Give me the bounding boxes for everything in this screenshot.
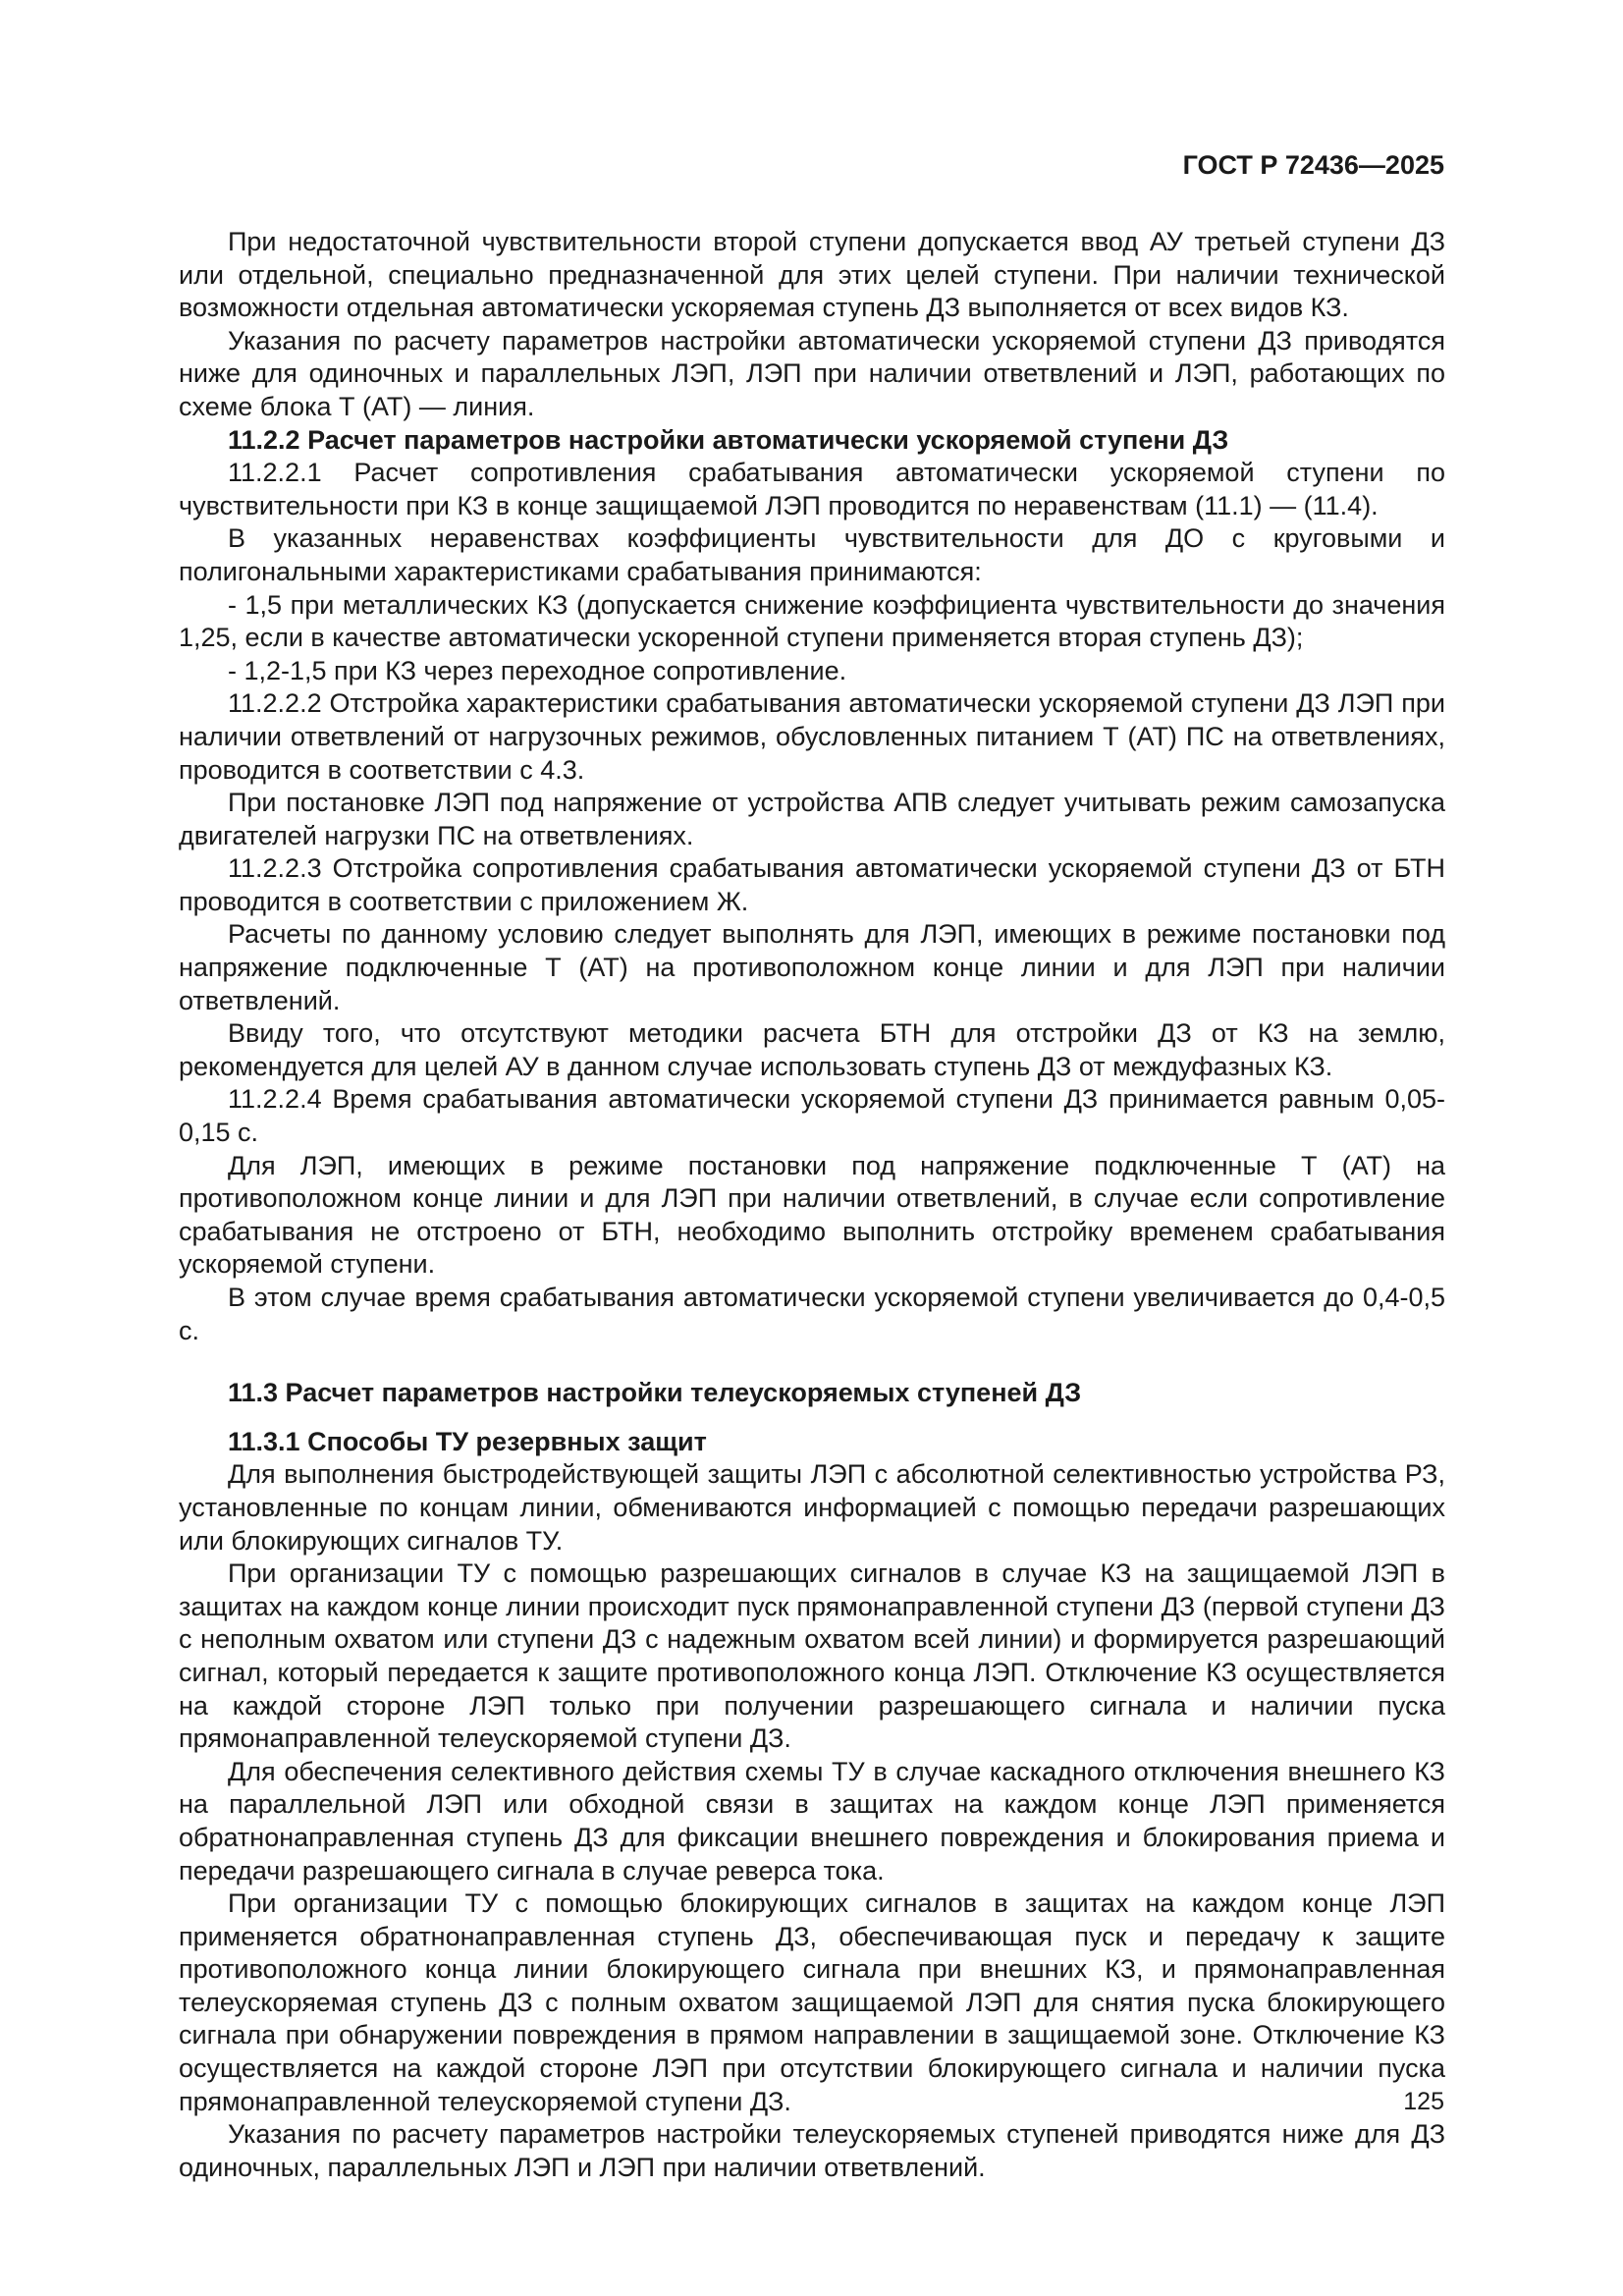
paragraph: Расчеты по данному условию следует выполнять для ЛЭП, имеющих в режиме постановки под напряжение подключенные Т (АТ) на противоположном конце линии и для ЛЭП при наличии ответвлений. [179, 919, 1445, 1015]
paragraph: В указанных неравенствах коэффициенты чувствительности для ДО с круговыми и полигональными характеристиками срабатывания принимаются: [179, 523, 1445, 586]
paragraph: Ввиду того, что отсутствуют методики расчета БТН для отстройки ДЗ от КЗ на землю, рекомендуется для целей АУ в данном случае использовать ступень ДЗ от междуфазных КЗ. [179, 1018, 1445, 1081]
section-heading: 11.2.2 Расчет параметров настройки автоматически ускоряемой ступени ДЗ [228, 424, 1229, 455]
paragraph: Для выполнения быстродействующей защиты ЛЭП с абсолютной селективностью устройства РЗ, установленные по концам линии, обмениваются информацией с помощью передачи разрешающих или блокирующих сигналов ТУ. [179, 1459, 1445, 1556]
document-header: ГОСТ Р 72436—2025 [1182, 150, 1444, 180]
paragraph: Для ЛЭП, имеющих в режиме постановки под напряжение подключенные Т (АТ) на противоположном конце линии и для ЛЭП при наличии ответвлений, в случае если сопротивление срабатывания не отстроено от БТН, необходимо выполнить отстройку временем срабатывания ускоряемой ступени. [179, 1150, 1445, 1280]
paragraph: Указания по расчету параметров настройки автоматически ускоряемой ступени ДЗ приводятся ниже для одиночных и параллельных ЛЭП, ЛЭП при наличии ответвлений и ЛЭП, работающих по схеме блока Т (АТ) — линия. [179, 325, 1445, 421]
paragraph: В этом случае время срабатывания автоматически ускоряемой ступени увеличивается до 0,4-0,5 с. [179, 1283, 1445, 1345]
paragraph: 11.2.2.1 Расчет сопротивления срабатывания автоматически ускоряемой ступени по чувствительности при КЗ в конце защищаемой ЛЭП проводится по неравенствам (11.1) — (11.4). [179, 458, 1445, 520]
paragraph: 11.2.2.4 Время срабатывания автоматически ускоряемой ступени ДЗ принимается равным 0,05-0,15 с. [179, 1084, 1445, 1148]
paragraph: Для обеспечения селективного действия схемы ТУ в случае каскадного отключения внешнего КЗ на параллельной ЛЭП или обходной связи в защитах на каждом конце ЛЭП применяется обратнонаправленная ступень ДЗ для фиксации внешнего повреждения и блокирования приема и передачи разрешающего сигнала в случае реверса тока. [179, 1756, 1445, 1886]
paragraph: При постановке ЛЭП под напряжение от устройства АПВ следует учитывать режим самозапуска двигателей нагрузки ПС на ответвлениях. [179, 788, 1445, 850]
paragraph: При недостаточной чувствительности второй ступени допускается ввод АУ третьей ступени ДЗ или отдельной, специально предназначенной для этих целей ступени. При наличии технической возможности отдельная автоматически ускоряемая ступень ДЗ выполняется от всех видов КЗ. [179, 227, 1445, 323]
list-item: - 1,5 при металлических КЗ (допускается снижение коэффициента чувствительности до значения 1,25, если в качестве автоматически ускоренной ступени применяется вторая ступень ДЗ); [179, 589, 1445, 653]
list-item: - 1,2-1,5 при КЗ через переходное сопротивление. [228, 655, 847, 685]
page-number: 125 [1403, 2088, 1444, 2115]
paragraph: При организации ТУ с помощью блокирующих сигналов в защитах на каждом конце ЛЭП применяется обратнонаправленная ступень ДЗ, обеспечивающая пуск и передачу к защите противоположного конца линии блокирующего сигнала при внешних КЗ, и прямонаправленная телеускоряемая ступень ДЗ с полным охватом защищаемой ЛЭП для снятия пуска блокирующего сигнала при обнаружении повреждения в прямом направлении в защищаемой зоне. Отключение КЗ осуществляется на каждой стороне ЛЭП при отсутствии блокирующего сигнала и наличии пуска прямонаправленной телеускоряемой ступени ДЗ. [179, 1888, 1445, 2116]
paragraph: Указания по расчету параметров настройки телеускоряемых ступеней приводятся ниже для ДЗ одиночных, параллельных ЛЭП и ЛЭП при наличии ответвлений. [179, 2119, 1445, 2182]
paragraph: 11.2.2.3 Отстройка сопротивления срабатывания автоматически ускоряемой ступени ДЗ от БТН проводится в соответствии с приложением Ж. [179, 853, 1445, 916]
subsection-heading: 11.3.1 Способы ТУ резервных защит [228, 1426, 707, 1456]
section-heading: 11.3 Расчет параметров настройки телеускоряемых ступеней ДЗ [228, 1378, 1082, 1408]
document-body [179, 226, 1445, 2184]
paragraph: 11.2.2.2 Отстройка характеристики срабатывания автоматически ускоряемой ступени ДЗ ЛЭП при наличии ответвлений от нагрузочных режимов, обусловленных питанием Т (АТ) ПС на ответвлениях, проводится в соответствии с 4.3. [179, 688, 1445, 785]
paragraph: При организации ТУ с помощью разрешающих сигналов в случае КЗ на защищаемой ЛЭП в защитах на каждом конце линии происходит пуск прямонаправленной ступени ДЗ (первой ступени ДЗ с неполным охватом или ступени ДЗ с надежным охватом всей линии) и формируется разрешающий сигнал, который передается к защите противоположного конца ЛЭП. Отключение КЗ осуществляется на каждой стороне ЛЭП только при получении разрешающего сигнала и наличии пуска прямонаправленной телеускоряемой ступени ДЗ. [179, 1558, 1445, 1754]
